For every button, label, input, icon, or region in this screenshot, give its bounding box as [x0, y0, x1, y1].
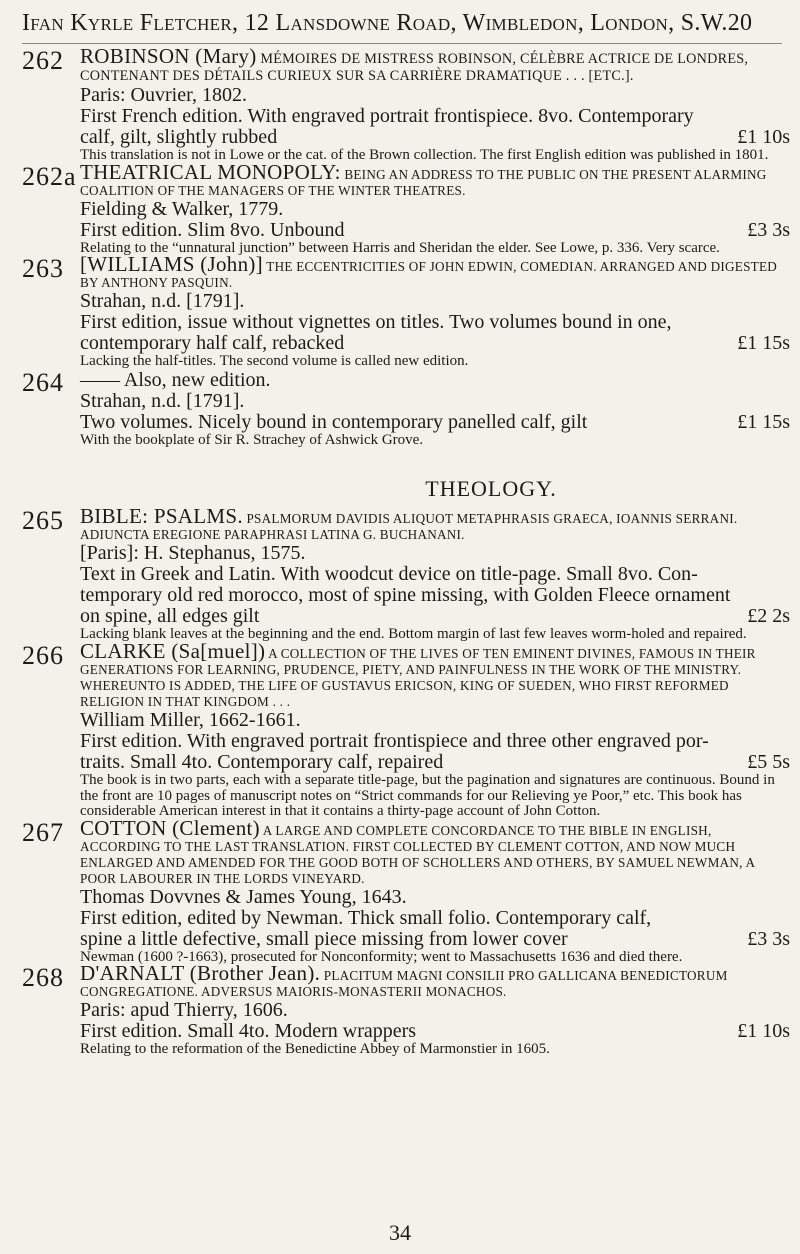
- entry-price: £3 3s: [747, 218, 790, 241]
- entry-author: BIBLE: PSALMS.: [80, 504, 243, 529]
- entry-heading: [80, 252, 790, 291]
- section-gap: [22, 448, 790, 476]
- entry-imprint: Paris: apud Thierry, 1606.: [80, 999, 288, 1022]
- entry-price: £1 15s: [737, 410, 790, 433]
- entry-imprint: [Paris]: H. Stephanus, 1575.: [80, 542, 306, 565]
- page-number: 34: [389, 1220, 411, 1245]
- catalogue-entry: [22, 367, 790, 449]
- entry-title: A COLLECTION OF THE LIVES OF TEN EMINENT DIVINES, FAMOUS IN THEIR GENERATIONS FOR LEARNING, PRUDENCE, PIETY, AND PAINFULNESS IN THE WORK OF THE MINISTRY. WHEREUNTO IS ADDED, THE LIFE OF GUSTAVUS ERICSON, KING OF SUEDEN, WHO FIRST REFORMED RELIGION IN THAT KINGDOM . . .: [80, 645, 756, 709]
- entry-price: £1 15s: [737, 332, 790, 355]
- entry-price: £1 10s: [737, 1020, 790, 1043]
- lot-number: 264: [22, 367, 64, 397]
- entry-heading: [80, 44, 790, 85]
- entry-description: [80, 333, 790, 354]
- catalogue-entry: [22, 961, 790, 1058]
- catalogue-entry: [22, 44, 790, 164]
- lot-number: 263: [22, 254, 64, 284]
- entry-author: THEATRICAL MONOPOLY:: [80, 159, 341, 184]
- entry-description: [80, 127, 790, 148]
- entry-description-cont: calf, gilt, slightly rubbed: [80, 126, 278, 148]
- entry-imprint: Strahan, n.d. [1791].: [80, 290, 245, 313]
- entry-heading: [80, 638, 790, 710]
- entry-description-cont: spine a little defective, small piece missing from lower cover: [80, 927, 568, 950]
- catalogue-entry: [22, 252, 790, 370]
- entry-description-cont: First edition. Small 4to. Modern wrappers: [80, 1020, 417, 1043]
- entry-description: [80, 412, 790, 433]
- entry-description: temporary old red morocco, most of spine missing, with Golden Fleece ornament: [80, 584, 731, 607]
- entry-author: [WILLIAMS (John)]: [80, 252, 263, 277]
- entry-heading: [80, 159, 790, 199]
- entry-note: Newman (1600 ?-1663), prosecuted for Nonconformity; went to Massachusetts 1636 and died there.: [80, 948, 683, 965]
- entry-price: £1 10s: [737, 126, 790, 148]
- entry-description: [80, 752, 790, 773]
- entry-description-cont: on spine, all edges gilt: [80, 605, 260, 628]
- entry-author: ROBINSON (Mary): [80, 44, 257, 68]
- entry-heading: [80, 815, 790, 887]
- entry-note: Lacking the half-titles. The second volume is called new edition.: [80, 353, 469, 370]
- entry-description: [80, 606, 790, 627]
- entry-description: Text in Greek and Latin. With woodcut device on title-page. Small 8vo. Con-: [80, 563, 698, 586]
- entry-author: COTTON (Clement): [80, 815, 260, 840]
- entry-description: First edition, edited by Newman. Thick small folio. Contemporary calf,: [80, 906, 652, 929]
- lot-number: 265: [22, 506, 64, 536]
- entry-note: This translation is not in Lowe or the cat. of the Brown collection. The first English edition was published in 1801.: [80, 147, 769, 163]
- entry-note: Relating to the “unnatural junction” between Harris and Sheridan the elder. See Lowe, p. 336. Very scarce.: [80, 239, 720, 256]
- lot-number: 267: [22, 817, 64, 847]
- catalogue-entry: [22, 504, 790, 643]
- entry-title: THE ECCENTRICITIES OF JOHN EDWIN, COMEDIAN. ARRANGED AND DIGESTED BY ANTHONY PASQUIN.: [80, 259, 778, 291]
- catalogue-entry: [22, 638, 790, 820]
- entry-author: —— Also, new edition.: [80, 368, 271, 391]
- entry-title: BEING AN ADDRESS TO THE PUBLIC ON THE PRESENT ALARMING COALITION OF THE MANAGERS OF THE WINTER THEATRES.: [80, 166, 767, 198]
- entry-description: [80, 1021, 790, 1042]
- entry-description: First edition. With engraved portrait frontispiece and three other engraved por-: [80, 729, 709, 752]
- entry-imprint: Thomas Dovvnes & James Young, 1643.: [80, 885, 407, 908]
- catalogue-entry: [22, 159, 790, 257]
- section-title: THEOLOGY.: [425, 476, 557, 502]
- entry-heading: [80, 961, 790, 1000]
- entry-heading: [80, 504, 790, 543]
- lot-number: 266: [22, 640, 64, 670]
- entry-price: £3 3s: [747, 927, 790, 950]
- entry-description-cont: traits. Small 4to. Contemporary calf, repaired: [80, 750, 444, 773]
- catalogue-entry: [22, 815, 790, 966]
- entry-title: PSALMORUM DAVIDIS ALIQUOT METAPHRASIS GRAECA, IOANNIS SERRANI. ADIUNCTA EREGIONE PARAPHRASI LATINA G. BUCHANANI.: [80, 511, 738, 543]
- entry-imprint: Fielding & Walker, 1779.: [80, 197, 284, 220]
- entry-title: MÉMOIRES DE MISTRESS ROBINSON, CÉLÈBRE ACTRICE DE LONDRES, CONTENANT DES DÉTAILS CURIEUX SUR SA CARRIÈRE DRAMATIQUE . . . [ETC.].: [80, 51, 749, 84]
- entry-imprint: Paris: Ouvrier, 1802.: [80, 84, 247, 106]
- catalogue-entries: [22, 44, 790, 1058]
- entry-note: Relating to the reformation of the Benedictine Abbey of Marmonstier in 1605.: [80, 1041, 550, 1058]
- entry-description: [80, 929, 790, 950]
- entry-description-cont: Two volumes. Nicely bound in contemporary panelled calf, gilt: [80, 410, 588, 433]
- entry-note: The book is in two parts, each with a separate title-page, but the pagination and signatures are continuous. Bound in the front are 10 pages of manuscript notes on “Strict commands for our Relieving ye Poor,” etc. This book has considerable American interest in that it contains a thirty-page account of John Cotton.: [80, 771, 775, 820]
- entry-description: [80, 220, 790, 241]
- entry-note: With the bookplate of Sir R. Strachey of Ashwick Grove.: [80, 431, 424, 448]
- entry-title: PLACITUM MAGNI CONSILII PRO GALLICANA BENEDICTORUM CONGREGATIONE. ADVERSUS MAIORIS-MONASTERII MONACHOS.: [80, 968, 728, 1000]
- entry-description: First French edition. With engraved portrait frontispiece. 8vo. Contemporary: [80, 105, 694, 127]
- entry-imprint: William Miller, 1662-1661.: [80, 708, 301, 731]
- entry-price: £5 5s: [747, 750, 790, 773]
- entry-description-cont: contemporary half calf, rebacked: [80, 332, 345, 355]
- entry-note: Lacking blank leaves at the beginning and the end. Bottom margin of last few leaves worm-holed and repaired.: [80, 626, 747, 643]
- entry-description: First edition, issue without vignettes on titles. Two volumes bound in one,: [80, 311, 672, 334]
- entry-author: D'ARNALT (Brother Jean).: [80, 961, 321, 986]
- lot-number: 262: [22, 46, 64, 75]
- lot-number: 268: [22, 963, 64, 993]
- lot-number: 262a: [22, 161, 77, 191]
- entry-price: £2 2s: [747, 605, 790, 628]
- entry-imprint: Strahan, n.d. [1791].: [80, 389, 245, 412]
- running-head: Ifan Kyrle Fletcher, 12 Lansdowne Road, Wimbledon, London, S.W.20: [22, 10, 782, 44]
- entry-description-cont: First edition. Slim 8vo. Unbound: [80, 218, 345, 241]
- entry-title: A LARGE AND COMPLETE CONCORDANCE TO THE BIBLE IN ENGLISH, ACCORDING TO THE LAST TRANSLATION. FIRST COLLECTED BY CLEMENT COTTON, AND NOW MUCH ENLARGED AND AMENDED FOR THE GOOD BOTH OF SCHOLLERS AND OTHERS, BY SAMUEL NEWMAN, A POOR LABOURER IN THE LORDS VINEYARD.: [80, 822, 755, 886]
- entry-author: CLARKE (Sa[muel]): [80, 638, 266, 663]
